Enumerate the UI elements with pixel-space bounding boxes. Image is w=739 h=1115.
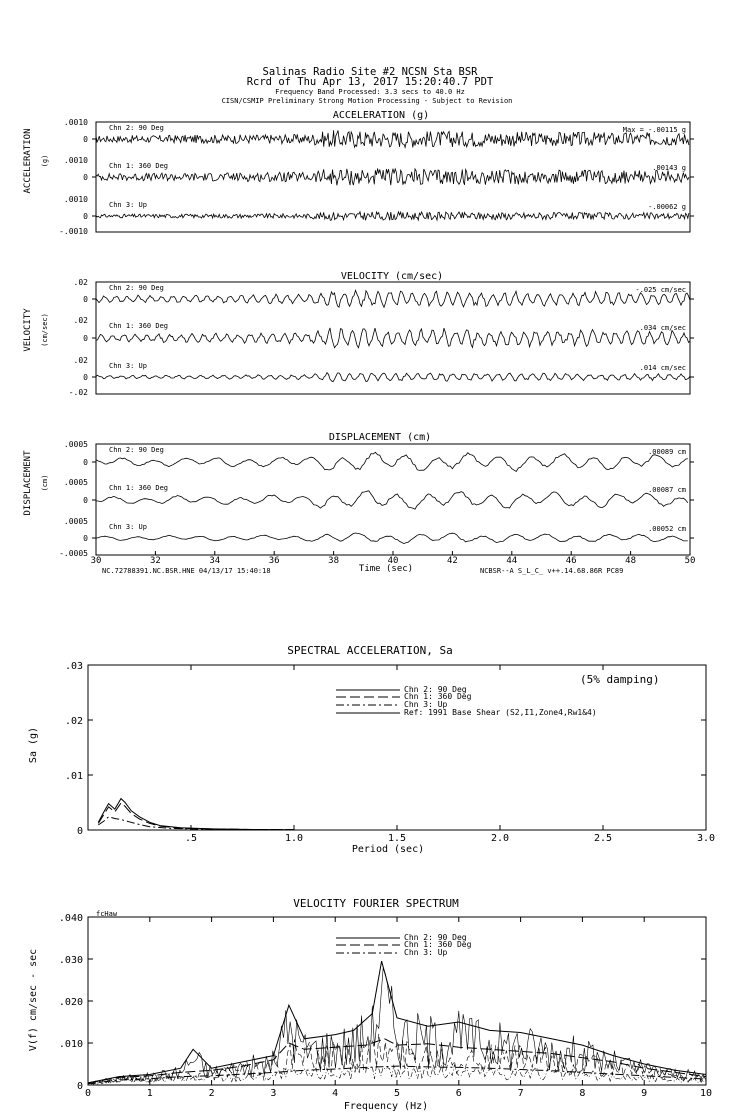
sa-xlabel: Period (sec) [351,844,425,855]
y-tick-label: 0 [83,173,88,182]
processing-disclaimer: CISN/CSMIP Preliminary Strong Motion Processing - Subject to Revision [221,97,513,105]
channel-label: Chn 3: Up [109,201,147,209]
peak-value: .034 cm/sec [639,324,686,332]
fs-xlabel: Frequency (Hz) [343,1101,429,1112]
y-tick-label: 0 [83,373,88,382]
y-tick-label: .02 [73,316,88,325]
displacement-block [23,432,694,558]
channel-label: Chn 1: 360 Deg [109,162,169,170]
sa-series-line [98,817,294,830]
y-tick-label: -.0005 [59,549,88,558]
legend-label-chn3: Chn 3: Up [404,948,448,957]
peak-value: .00089 cm [648,448,686,456]
y-tick-label: 0 [76,1081,83,1092]
fs-series-line [88,961,706,1083]
acceleration-title: ACCELERATION (g) [332,110,430,121]
waveform-trace [96,373,690,382]
x-tick-label: 1 [146,1088,153,1099]
sa-title: SPECTRAL ACCELERATION, Sa [287,644,453,657]
y-tick-label: 0 [83,295,88,304]
time-tick-label: 36 [268,556,280,566]
displacement-ticks [59,440,694,558]
y-tick-label: .0005 [63,478,88,487]
legend-label-chn1: Chn 1: 360 Deg [404,940,472,949]
waveform-trace [96,328,690,348]
x-tick-label: 1.0 [284,833,304,844]
y-tick-label: 0 [83,135,88,144]
y-tick-label: -.02 [68,388,88,397]
velocity-traces [96,284,690,382]
y-tick-label: .02 [73,278,88,287]
y-tick-label: 0 [83,212,88,221]
fs-ticks [59,913,712,1099]
y-tick-label: .030 [58,955,83,966]
velocity-ticks [69,278,694,397]
channel-label: Chn 2: 90 Deg [109,446,164,454]
waveform-trace [96,168,689,185]
peak-value: .014 cm/sec [639,364,686,372]
acceleration-frame [96,122,690,232]
y-tick-label: 0 [83,534,88,543]
velocity-side-label: VELOCITY [23,308,33,352]
y-tick-label: .0005 [63,440,88,449]
time-tick-label: 32 [149,556,161,566]
displacement-title: DISPLACEMENT (cm) [328,432,432,443]
sa-series-line [98,799,294,830]
y-tick-label: .020 [58,997,83,1008]
sa-damping-note: (5% damping) [580,673,660,686]
sa-ylabel: Sa (g) [28,726,39,764]
waveform-trace [96,130,689,147]
record-id-footer: NC.72788391.NC.BSR.HNE 04/13/17 15:40:18 [102,567,271,575]
channel-label: Chn 3: Up [109,523,147,531]
displacement-side-label: DISPLACEMENT [23,450,33,516]
fs-title: VELOCITY FOURIER SPECTRUM [293,897,459,910]
record-header [222,66,513,105]
acceleration-unit-label: (g) [41,154,49,168]
x-tick-label: 4 [332,1088,339,1099]
peak-value: -.00062 g [648,203,686,211]
spectral-acceleration-chart [28,644,715,855]
x-tick-label: 3 [270,1088,277,1099]
peak-value: -.025 cm/sec [635,286,686,294]
y-tick-label: .0010 [63,195,88,204]
time-tick-label: 46 [565,556,577,566]
time-tick-label: 42 [446,556,458,566]
legend-label-chn2: Chn 2: 90 Deg [404,933,467,942]
waveform-trace [96,290,690,307]
waveform-trace [96,533,688,544]
fs-series [88,961,706,1084]
waveform-trace [96,452,688,471]
y-tick-label: .02 [73,356,88,365]
fs-ylabel: V(f) cm/sec - sec [28,948,39,1052]
y-tick-label: 0 [83,458,88,467]
y-tick-label: 0 [83,496,88,505]
x-tick-label: 2.5 [593,833,613,844]
waveform-trace [96,491,688,509]
channel-label: Chn 2: 90 Deg [109,124,164,132]
x-tick-label: 0 [84,1088,92,1099]
x-tick-label: 2 [208,1088,215,1099]
waveform-trace [96,212,689,221]
time-axis-label: Time (sec) [358,564,414,574]
y-tick-label: .03 [64,661,83,672]
peak-value: Max = -.00115 g [622,126,686,134]
sa-ticks [65,661,715,844]
time-tick-label: 30 [90,556,102,566]
legend-label-chn1: Chn 1: 360 Deg [404,692,472,701]
fourier-spectrum-chart [28,897,712,1112]
sa-series [98,799,294,830]
station-title: Salinas Radio Site #2 NCSN Sta BSR [262,66,478,78]
legend-label-chn3: Chn 3: Up [404,700,448,709]
acceleration-side-label: ACCELERATION [23,128,33,194]
fs-corner-label: fcHaw [96,910,118,918]
time-tick-label: 38 [328,556,340,566]
acceleration-block [23,110,694,236]
time-tick-label: 40 [387,556,399,566]
time-tick-label: 34 [209,556,221,566]
y-tick-label: .040 [58,913,83,924]
y-tick-label: .02 [64,716,83,727]
x-tick-label: 5 [393,1088,401,1099]
channel-label: Chn 3: Up [109,362,147,370]
x-tick-label: 3.0 [696,833,716,844]
peak-value: .00087 cm [648,486,686,494]
x-tick-label: 8 [579,1088,586,1099]
time-tick-label: 48 [625,556,637,566]
y-tick-label: .010 [58,1039,83,1050]
velocity-title: VELOCITY (cm/sec) [340,271,444,282]
y-tick-label: 0 [83,334,88,343]
velocity-unit-label: (cm/sec) [41,313,49,347]
frequency-band: Frequency Band Processed: 3.3 secs to 40.0 Hz [275,88,465,96]
x-tick-label: 2.0 [490,833,510,844]
x-tick-label: .5 [184,833,198,844]
y-tick-label: 0 [76,826,83,837]
x-tick-label: 1.5 [387,833,407,844]
time-tick-label: 44 [506,556,518,566]
velocity-block [23,271,694,397]
legend-label-ref: Ref: 1991 Base Shear (S2,I1,Zone4,Rw1&4) [404,708,597,717]
channel-label: Chn 1: 360 Deg [109,322,169,330]
y-tick-label: -.0010 [59,227,88,236]
peak-value: .00052 cm [648,525,686,533]
x-tick-label: 7 [517,1088,524,1099]
acceleration-traces [96,124,689,220]
channel-label: Chn 1: 360 Deg [109,484,169,492]
displacement-unit-label: (cm) [41,474,49,492]
y-tick-label: .0010 [63,118,88,127]
sa-legend [336,685,597,717]
sa-series-line [98,803,294,830]
displacement-traces [96,446,688,544]
channel-label: Chn 2: 90 Deg [109,284,164,292]
peak-value: .00143 g [652,164,686,172]
x-tick-label: 9 [641,1088,648,1099]
y-tick-label: .0010 [63,156,88,165]
y-tick-label: .01 [64,771,83,782]
processing-footer: NCBSR--A S_L_C_ v++.14.68.86R PC89 [480,567,624,575]
y-tick-label: .0005 [63,517,88,526]
fs-legend [336,933,472,957]
time-tick-label: 50 [684,556,696,566]
legend-label-chn2: Chn 2: 90 Deg [404,685,467,694]
x-tick-label: 10 [699,1088,713,1099]
x-tick-label: 6 [455,1088,462,1099]
record-time: Rcrd of Thu Apr 13, 2017 15:20:40.7 PDT [246,76,494,88]
